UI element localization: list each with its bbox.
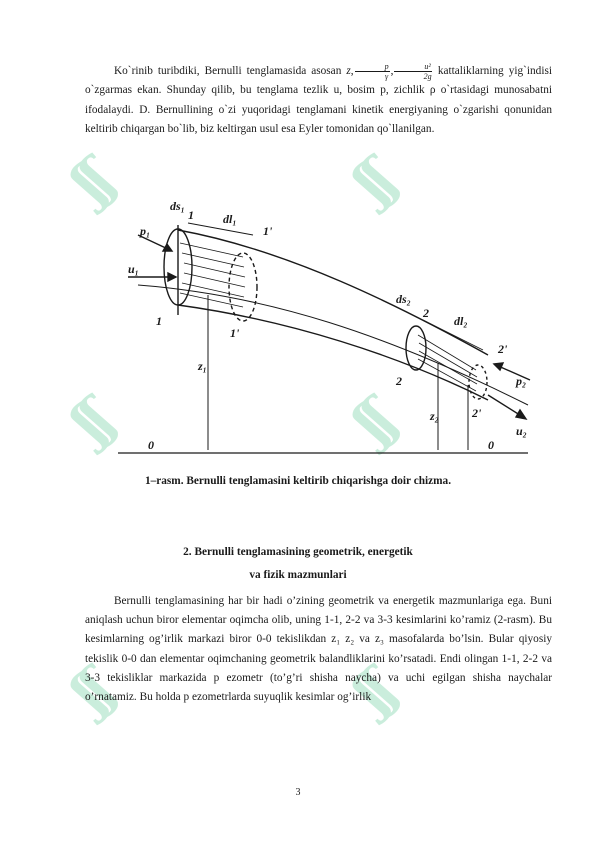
paragraph-intro: Ko`rinib turibdiki, Bernulli tenglamasida asosan z, $\frac{p}{\gamma}$ , $\frac{\text{u²}}{2g}$ kattaliklarning yig`indisi o`zgarmas ekan. Shunday qilib, bu tenglama tezlik u, bosim p, zichlik ρ o`rtasidagi munosabatni ifodalaydi. D. Bernullining o`zi yuqoridagi tenglamani kinetik energiyaning o`zgarishi qonunidan keltirib chiqargan bo`lib, biz keltirgan usul esa Eyler tomonidan qo`llanilgan. xyxy=(85,62,553,135)
page-number: 3 xyxy=(295,787,301,798)
label-u2: u₂ xyxy=(516,424,527,438)
section-2-prime-ellipse xyxy=(469,365,487,399)
formula-pressure-fraction: $\frac{p}{\gamma}$ xyxy=(355,62,390,81)
label-z1: z₁ xyxy=(198,359,207,373)
label-1-top: 1 xyxy=(188,208,194,222)
label-z2: z₂ xyxy=(430,409,439,423)
watermark-logo: ʃʃ xyxy=(60,389,120,455)
p2-arrowhead xyxy=(494,363,503,370)
watermark-logo: ʃʃ xyxy=(60,149,120,215)
label-u1: u₁ xyxy=(128,262,139,276)
u1-arrowhead xyxy=(168,273,176,281)
label-dl1: dl₁ xyxy=(223,212,237,226)
bernoulli-stream-figure xyxy=(118,195,538,460)
watermark-logo: ʃʃ xyxy=(342,149,402,215)
label-1-prime-bottom: 1' xyxy=(230,326,240,340)
paragraph-intro-start: Ko`rinib turibdiki, Bernulli tenglamasida asosan xyxy=(114,65,342,78)
figure-caption: 1–rasm. Bernulli tenglamasini keltirib chiqarishga doir chizma. xyxy=(144,475,452,487)
label-datum-left: 0 xyxy=(148,438,154,452)
watermark-logo: ʃʃ xyxy=(342,389,402,455)
label-1-prime-top: 1' xyxy=(263,224,273,238)
label-dl2: dl₂ xyxy=(454,314,468,328)
label-1-bottom: 1 xyxy=(156,314,162,328)
label-2-top: 2 xyxy=(423,306,429,320)
formula-velocity-fraction: $\frac{\text{u²}}{2g}$ xyxy=(394,62,431,81)
stream-tube-lower xyxy=(178,305,488,400)
paragraph-intro-rest: kattaliklarning yig`indisi o`zgarmas ekan. Shunday qilib, bu tenglama tezlik u, bosim p, zichlik ρ o`rtasidagi munosabatni ifodalaydi. D. Bernullining o`zi yuqoridagi tenglamani kinetik energiyaning o`zgarishi qonunidan keltirib chiqargan bo`lib, biz keltirgan usul esa Eyler tomonidan qo`llanilgan. xyxy=(85,65,553,135)
label-p1: p₁ xyxy=(140,224,151,238)
watermark-logo: ʃʃ xyxy=(342,659,402,725)
label-ds2: ds₂ xyxy=(396,292,411,306)
label-2-prime-bottom: 2' xyxy=(472,406,482,420)
formula-z: z xyxy=(346,65,351,78)
p1-arrowhead xyxy=(163,244,172,251)
label-2-bottom: 2 xyxy=(396,374,402,388)
section-heading-line2: va fizik mazmunlari xyxy=(249,569,347,581)
section-heading-line1: 2. Bernulli tenglamasining geometrik, energetik xyxy=(183,546,413,558)
paragraph-meaning: Bernulli tenglamasining har bir hadi o’zining geometrik va energetik mazmunlariga ega. Buni aniqlash uchun biror elementar oqimcha olib, uning 1-1, 2-2 va 3-3 kesimlarini ko’ramiz (2-rasm). Bu kesimlarning og’irlik markazi biror 0-0 tekislikdan z₁ z₂ va z₃ masofalarda bo’lsin. Bular qiyosiy tekislik 0-0 dan elementar oqimchaning geometrik balandliklarini ko’rsatadi. Endi olingan 1-1, 2-2 va 3-3 tekisliklar markazida p ezometr (to’g’ri shisha naycha) va uchi egilgan shisha naychalar o’rnatamiz. Bu holda p ezometrlarda suyuqlik kesimlar og’irlik xyxy=(85,595,552,704)
section-1-prime-ellipse xyxy=(229,253,257,321)
label-ds1: ds₁ xyxy=(170,199,185,213)
label-datum-right: 0 xyxy=(488,438,494,452)
label-p2: p₂ xyxy=(516,374,527,388)
dl2-dimension xyxy=(423,320,483,350)
label-2-prime-top: 2' xyxy=(498,342,508,356)
dl1-dimension xyxy=(188,223,253,235)
section-2-ellipse xyxy=(406,326,426,370)
element-1-hatching xyxy=(180,243,245,307)
watermark-logo: ʃʃ xyxy=(60,659,120,725)
u2-arrowhead xyxy=(516,410,526,419)
